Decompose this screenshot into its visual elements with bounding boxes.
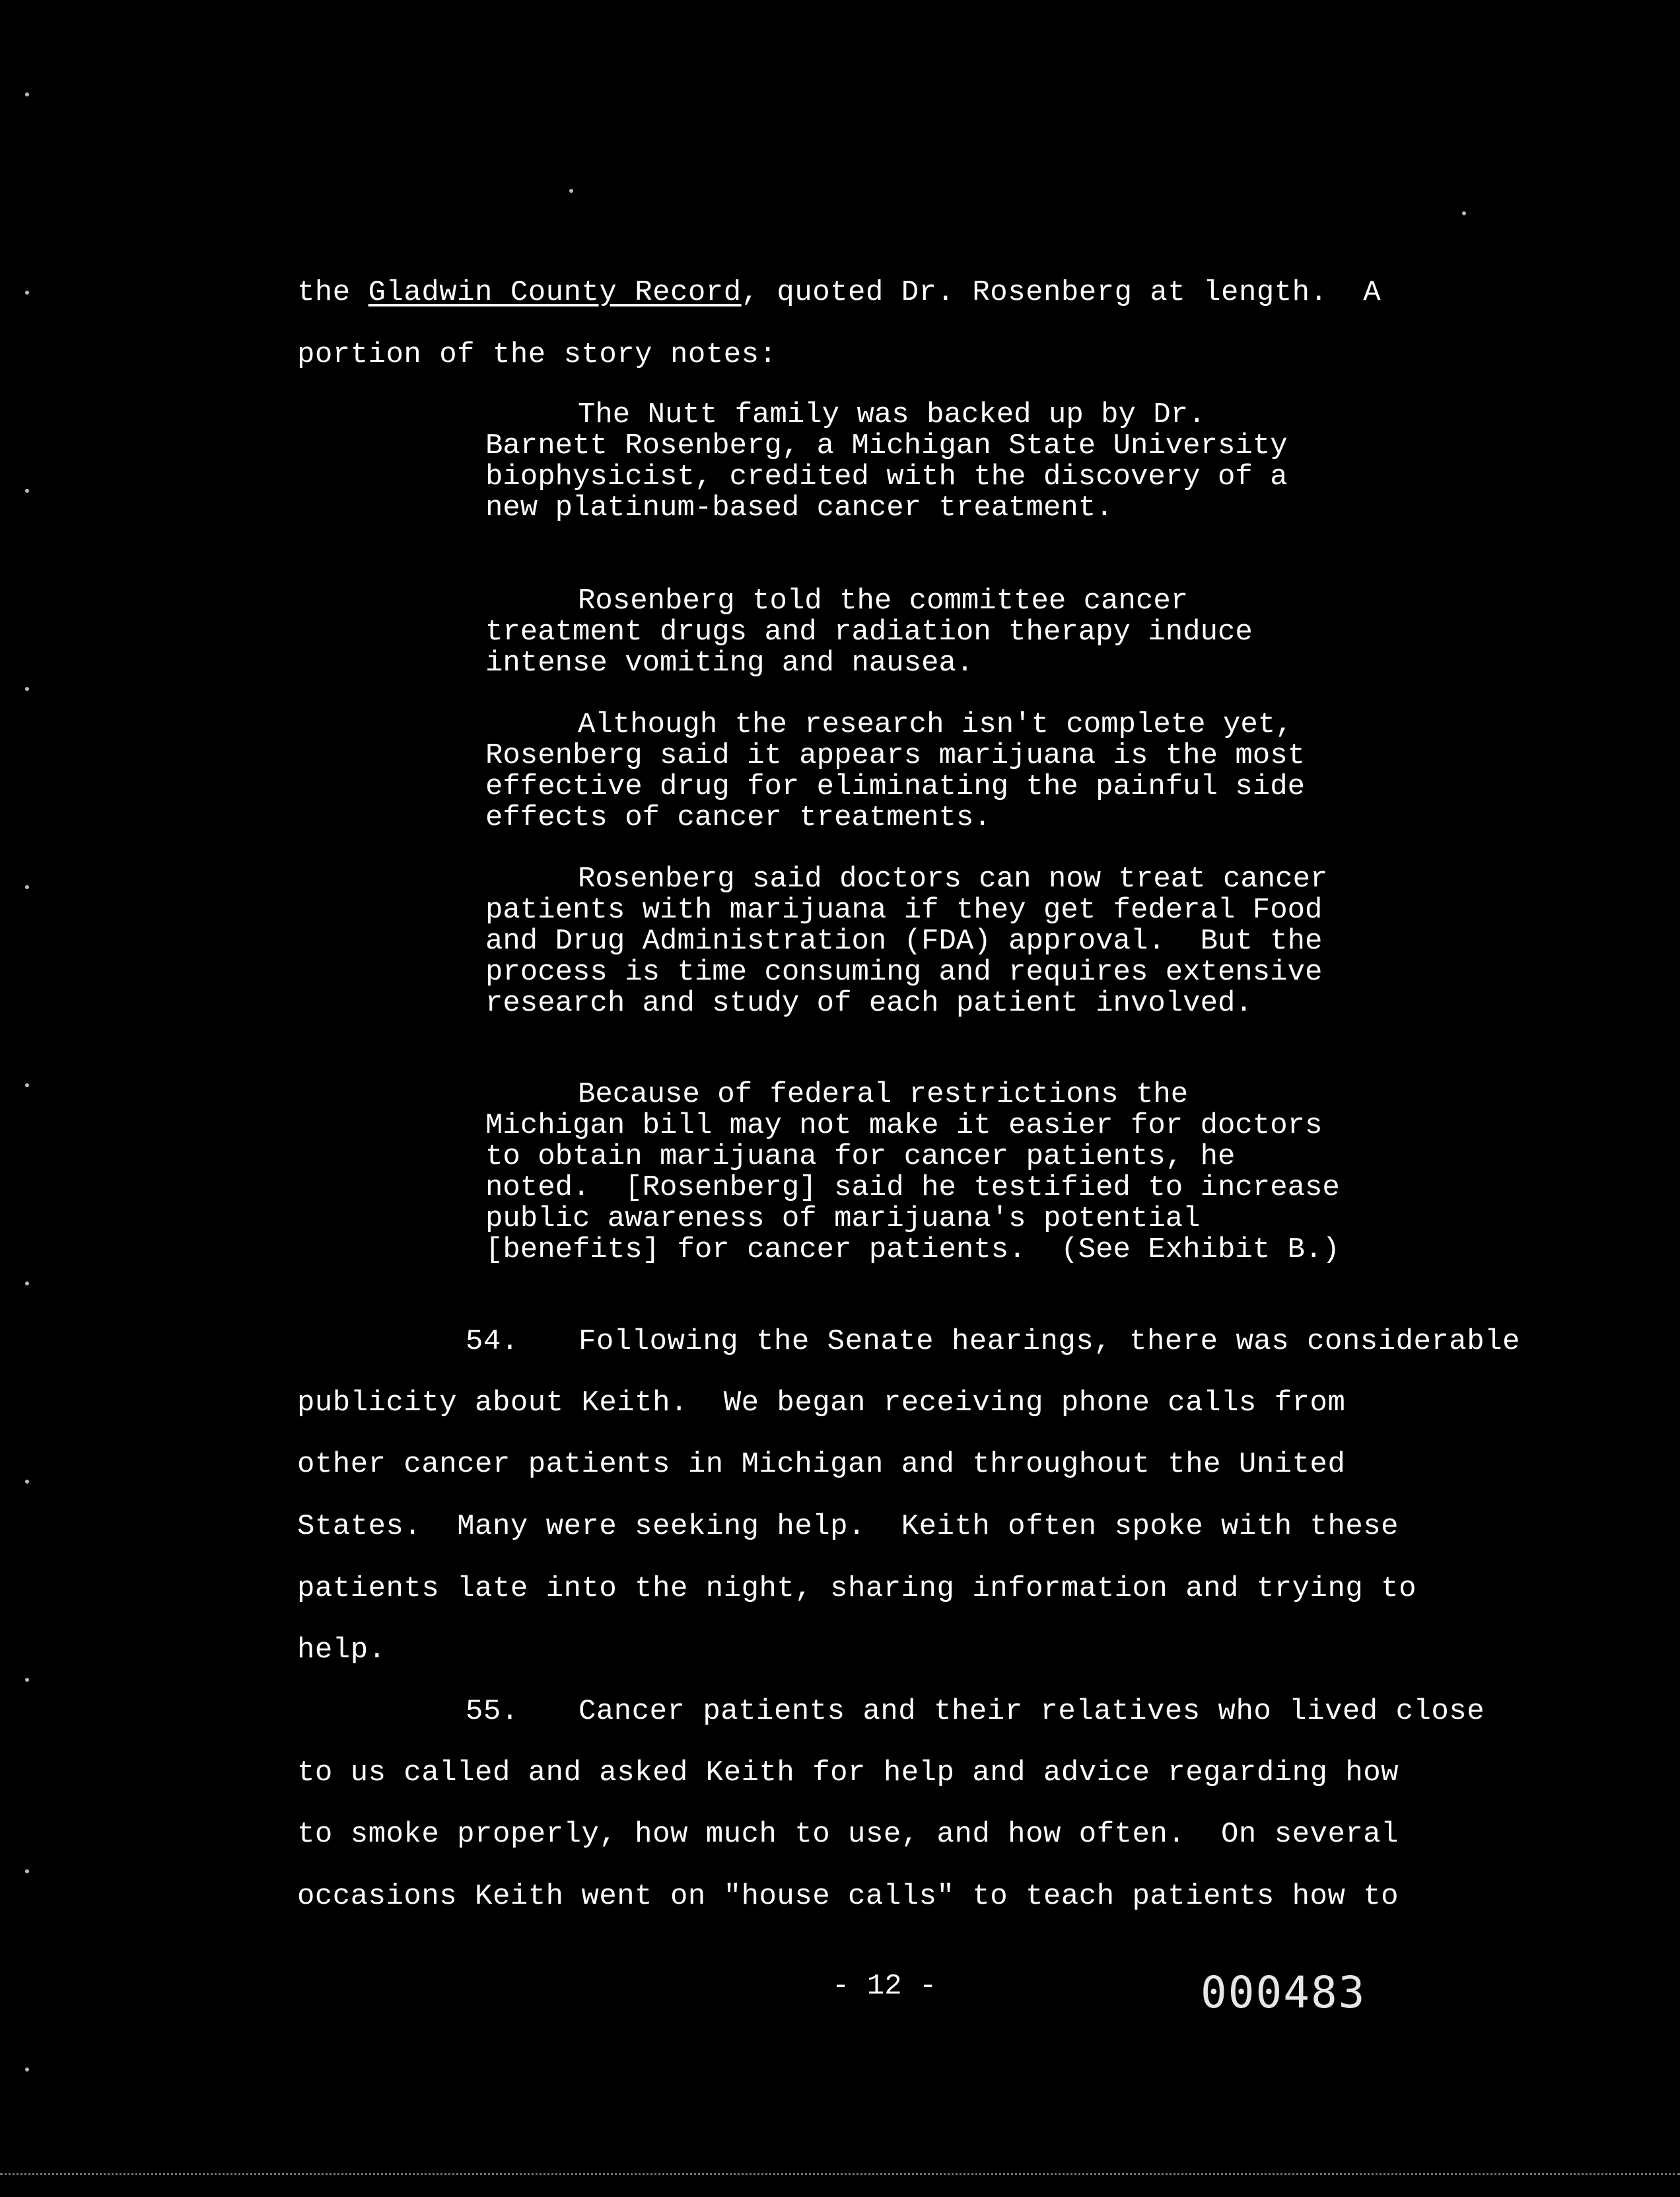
- intro-line-2: portion of the story notes:: [297, 338, 777, 371]
- para-55-line-4: occasions Keith went on "house calls" to teach patients how to: [297, 1880, 1399, 1913]
- intro-text-before: the: [297, 276, 368, 309]
- publication-title: Gladwin County Record: [368, 276, 742, 309]
- para-54-line-4: States. Many were seeking help. Keith often spoke with these: [297, 1510, 1399, 1543]
- para-54-line-6: help.: [297, 1634, 386, 1667]
- scan-speck: [25, 1678, 29, 1682]
- quote-text: Because of federal restrictions the Michigan bill may not make it easier for doctors to obtain marijuana for cancer patients, he noted. [Rosenberg] said he testified to increase public awareness of marijuana's potential [benefits] for cancer patients. (See Exhibit B.): [485, 1078, 1358, 1266]
- quote-text: Rosenberg told the committee cancer treatment drugs and radiation therapy induce intense vomiting and nausea.: [485, 585, 1271, 680]
- para-55-line-1: Cancer patients and their relatives who lived close: [578, 1695, 1485, 1728]
- quote-text: Rosenberg said doctors can now treat cancer patients with marijuana if they get federal Food and Drug Administration (FDA) approval. But the process is time consuming and requires extensive research and study of each patient involved.: [485, 863, 1345, 1020]
- para-54-line-1: Following the Senate hearings, there was considerable: [578, 1325, 1520, 1358]
- para-55-line-2: to us called and asked Keith for help and advice regarding how: [297, 1756, 1399, 1789]
- para-54-line-2: publicity about Keith. We began receiving phone calls from: [297, 1387, 1346, 1420]
- quote-paragraph-4: [485, 864, 1344, 1019]
- scan-speck: [25, 885, 29, 889]
- page-number: - 12 -: [832, 1970, 937, 2003]
- para-54-line-5: patients late into the night, sharing information and trying to: [297, 1572, 1417, 1605]
- scan-speck: [25, 687, 29, 691]
- quote-paragraph-2: [485, 586, 1344, 679]
- intro-text-after: , quoted Dr. Rosenberg at length. A: [741, 276, 1382, 309]
- para-55-line-3: to smoke properly, how much to use, and how often. On several: [297, 1818, 1399, 1851]
- para-54-number: 54.: [466, 1325, 519, 1358]
- scan-speck: [25, 92, 29, 96]
- para-55-number: 55.: [466, 1695, 519, 1728]
- scan-speck: [569, 189, 573, 193]
- para-54-line-3: other cancer patients in Michigan and throughout the United: [297, 1448, 1346, 1481]
- scan-speck: [25, 2068, 29, 2071]
- scan-speck: [25, 1281, 29, 1285]
- quote-text: The Nutt family was backed up by Dr. Barnett Rosenberg, a Michigan State University biophysicist, credited with the discovery of a new platinum-based cancer treatment.: [485, 398, 1306, 524]
- scan-speck: [1462, 211, 1466, 215]
- quote-paragraph-3: [485, 709, 1344, 834]
- quote-text: Although the research isn't complete yet, Rosenberg said it appears marijuana is the most effective drug for eliminating the painful side effects of cancer treatments.: [485, 708, 1323, 834]
- scan-speck: [25, 1083, 29, 1087]
- bates-number: 000483: [1201, 1967, 1366, 2018]
- quote-paragraph-1: [485, 400, 1344, 524]
- scan-edge-line: [0, 2173, 1680, 2178]
- quote-paragraph-5: [485, 1078, 1358, 1266]
- intro-line-1: [297, 276, 1381, 309]
- scan-speck: [25, 1480, 29, 1484]
- scan-speck: [25, 291, 29, 295]
- scan-speck: [25, 489, 29, 493]
- scan-speck: [25, 1869, 29, 1873]
